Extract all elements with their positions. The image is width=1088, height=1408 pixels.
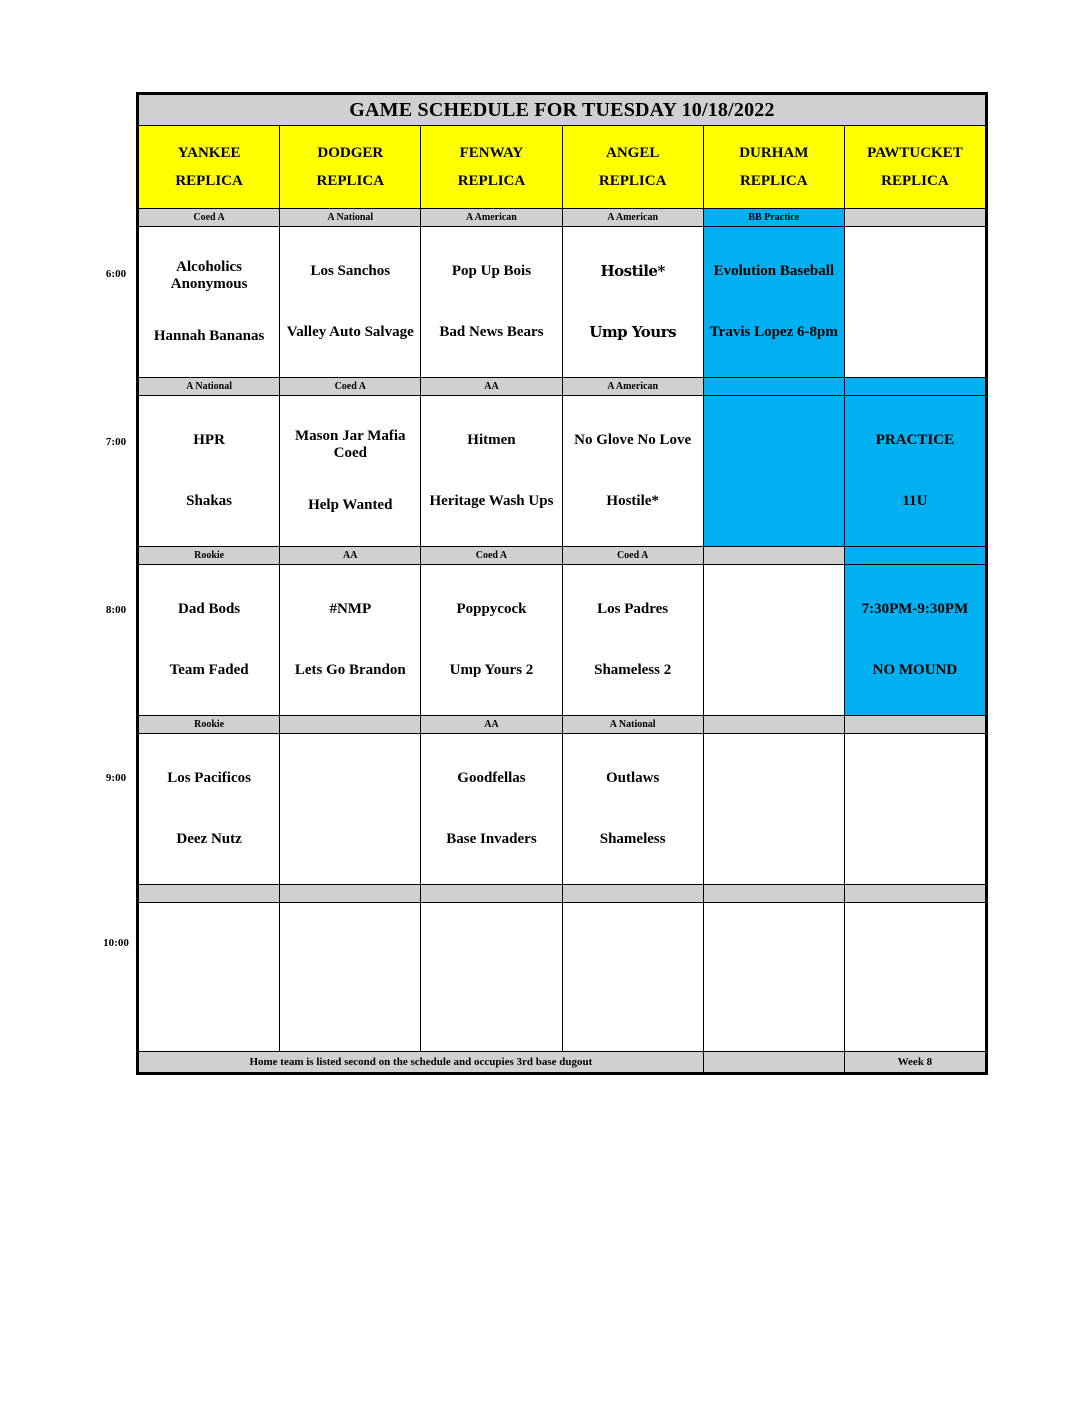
field-replica: REPLICA [316,173,385,189]
team-name: Shameless 2 [594,661,672,678]
game-cell [421,565,562,716]
division-label: Coed A [280,378,421,396]
team-name: Lets Go Brandon [294,661,406,678]
team-name: Shakas [186,492,233,509]
team-name: Heritage Wash Ups [429,492,554,509]
team-name: Hostile* [600,261,665,280]
team-name: Valley Auto Salvage [286,323,414,340]
division-label [139,885,280,903]
game-cell [703,227,844,378]
game-cell [562,227,703,378]
field-name: ANGEL [605,144,660,161]
game-cell [280,565,421,716]
team-name: Base Invaders [446,830,537,847]
title-row [139,95,986,126]
division-label: BB Practice [703,209,844,227]
team-name: Shameless [599,830,666,847]
field-name: YANKEE [177,144,241,161]
team-name: Hostile* [606,492,659,509]
game-row-700 [139,396,986,547]
division-label [844,209,985,227]
team-name: PRACTICE [875,431,955,448]
division-label [703,885,844,903]
field-replica: REPLICA [175,173,243,189]
division-label [703,378,844,396]
field-header-durham [703,126,844,209]
team-name: Alcoholics Anonymous [170,258,248,292]
division-label [844,547,985,565]
division-label: Rookie [139,716,280,734]
game-row-800 [139,565,986,716]
schedule-table [138,94,986,1073]
division-row-700 [139,378,986,396]
game-cell [562,903,703,1052]
game-cell [844,227,985,378]
division-label: A American [562,209,703,227]
team-name: 7:30PM-9:30PM [861,600,969,617]
game-cell [562,396,703,547]
field-replica: REPLICA [740,173,808,189]
field-name: FENWAY [459,144,524,161]
game-cell [703,734,844,885]
team-name: Help Wanted [308,497,393,514]
team-name: Mason Jar Mafia Coed [295,427,406,461]
division-label [844,378,985,396]
team-name: Goodfellas [457,769,526,786]
team-name: Bad News Bears [439,323,544,340]
game-row-600 [139,227,986,378]
game-cell [280,396,421,547]
time-label-800: 8:00 [105,604,127,616]
field-replica: REPLICA [598,173,667,189]
division-label [703,716,844,734]
team-name: Hannah Bananas [153,328,265,345]
field-header-pawtucket [844,126,985,209]
game-cell [421,227,562,378]
division-row-900 [139,716,986,734]
field-name: DODGER [317,144,384,161]
division-label [280,716,421,734]
team-name: Hitmen [467,431,516,448]
division-label: A National [280,209,421,227]
game-cell [844,903,985,1052]
division-row-600 [139,209,986,227]
field-header-angel [562,126,703,209]
game-cell [703,903,844,1052]
field-header-row [139,126,986,209]
time-label-600: 6:00 [105,268,127,280]
division-row-800 [139,547,986,565]
division-row-1000 [139,885,986,903]
game-cell [844,565,985,716]
game-cell [703,396,844,547]
game-row-900 [139,734,986,885]
game-cell [844,396,985,547]
field-name: DURHAM [739,144,809,161]
team-name: Deez Nutz [176,830,242,847]
division-label [421,885,562,903]
division-label: A National [139,378,280,396]
team-name: HPR [193,431,225,448]
field-header-dodger [280,126,421,209]
game-cell [139,227,280,378]
game-cell [703,565,844,716]
time-label-900: 9:00 [105,772,127,784]
division-label: Coed A [139,209,280,227]
team-name: Dad Bods [178,600,241,617]
game-cell [139,903,280,1052]
game-row-1000 [139,903,986,1052]
team-name: Los Padres [597,600,669,617]
team-name: Evolution Baseball [713,262,835,279]
team-name: Pop Up Bois [451,262,532,279]
game-cell [280,734,421,885]
team-name: Los Sanchos [310,262,391,279]
division-label: AA [421,378,562,396]
team-name: Outlaws [605,769,660,786]
team-name: NO MOUND [872,661,958,678]
game-cell [139,734,280,885]
page-title: GAME SCHEDULE FOR TUESDAY 10/18/2022 [139,95,986,126]
team-name: Poppycock [456,600,527,617]
team-name: 11U [902,492,928,509]
division-label [844,885,985,903]
division-label: A National [562,716,703,734]
footer-row [139,1052,986,1073]
game-cell [139,565,280,716]
field-header-fenway [421,126,562,209]
division-label: Rookie [139,547,280,565]
game-cell [844,734,985,885]
time-label-700: 7:00 [105,436,127,448]
team-name: Team Faded [169,661,249,678]
game-cell [280,227,421,378]
division-label: AA [421,716,562,734]
division-label [280,885,421,903]
game-cell [562,565,703,716]
game-cell [562,734,703,885]
footer-note: Home team is listed second on the schedule and occupies 3rd base dugout [139,1052,704,1073]
game-cell [421,903,562,1052]
field-header-yankee [139,126,280,209]
field-replica: REPLICA [881,173,949,189]
division-label [844,716,985,734]
division-label [703,547,844,565]
field-name: PAWTUCKET [867,144,963,161]
team-name: Ump Yours [589,322,677,341]
team-name: #NMP [329,600,372,617]
division-label: A American [562,378,703,396]
team-name: Ump Yours 2 [449,661,534,678]
footer-week: Week 8 [844,1052,985,1073]
time-label-1000: 10:00 [103,937,129,949]
game-cell [421,396,562,547]
division-label: Coed A [421,547,562,565]
division-label: A American [421,209,562,227]
team-name: No Glove No Love [574,431,692,448]
team-name: Los Pacificos [167,769,251,786]
team-name: Travis Lopez 6-8pm [709,323,838,340]
field-replica: REPLICA [457,173,526,189]
footer-spacer [703,1052,844,1073]
game-cell [280,903,421,1052]
game-cell [421,734,562,885]
division-label: AA [280,547,421,565]
division-label: Coed A [562,547,703,565]
game-cell [139,396,280,547]
division-label [562,885,703,903]
schedule-sheet [136,92,988,1075]
